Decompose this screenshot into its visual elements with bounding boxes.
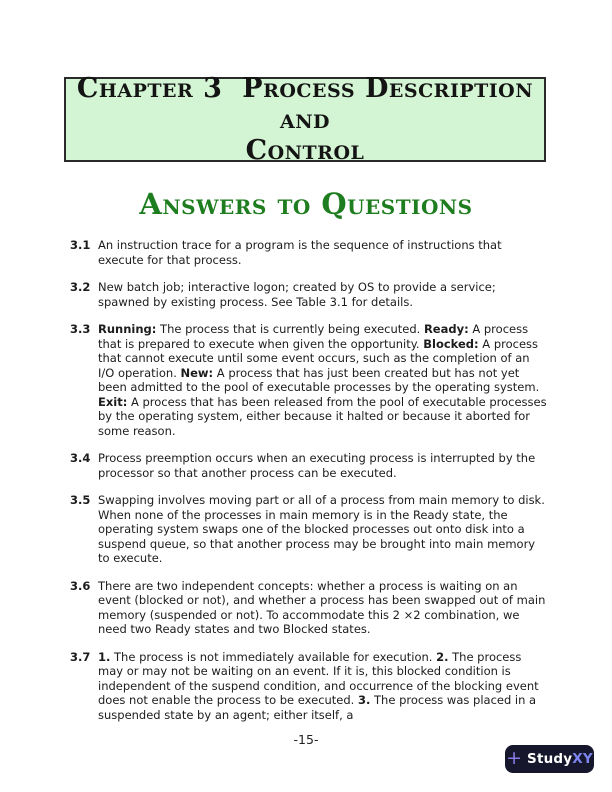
answer-number: 3.6 [70, 578, 91, 593]
answer-text: 1. The process is not immediately available for execution. 2. The process may or may not be waiting on an event. If it is, this blocked condition is independent of the suspend condition, and occurrence of the blocking event does not enable the process to be executed. 3. The process was placed in a suspended state by an agent; either itself, a [98, 649, 539, 722]
logo-name-primary: Study [527, 751, 573, 767]
answer-number: 3.7 [70, 649, 91, 664]
answer-item [70, 322, 548, 438]
answer-item [70, 493, 548, 566]
answer-text: An instruction trace for a program is the sequence of instructions that execute for that process. [98, 238, 502, 267]
answer-text: There are two independent concepts: whether a process is waiting on an event (blocked or not), and whether a process has been swapped out of main memory (suspended or not). To accommodate this 2 ×2 combination, we need two Ready states and two Blocked states. [98, 578, 546, 636]
answer-item [70, 579, 548, 637]
answer-text: Swapping involves moving part or all of a process from main memory to disk. When none of the processes in main memory is in the Ready state, the operating system swaps one of the blocked processes out onto disk into a suspend queue, so that another process may be brought into main memory to execute. [98, 493, 545, 565]
answer-number: 3.2 [70, 280, 91, 294]
answer-item [70, 280, 548, 309]
chapter-title-line2: Control [245, 135, 365, 166]
answer-number: 3.5 [70, 493, 91, 507]
studyxy-logo [505, 745, 594, 773]
answer-number: 3.4 [70, 451, 91, 465]
answer-item [70, 238, 548, 267]
answer-text: Process preemption occurs when an executing process is interrupted by the processor so that another process can be executed. [98, 451, 536, 480]
answer-text: New batch job; interactive logon; created by OS to provide a service; spawned by existing process. See Table 3.1 for details. [98, 280, 496, 309]
answer-number: 3.3 [70, 322, 91, 336]
answers-list [70, 238, 548, 735]
answer-item [70, 650, 548, 723]
plus-icon: + [506, 746, 523, 769]
answer-text: Running: The process that is currently being executed. Ready: A process that is prepared to execute when given the opportunity. Blocked: A process that cannot execute until some event occurs, such as the completion of an I/O operation. New: A process that has just been created but has not yet been admitted to the pool of executable processes by the operating system. Exit: A process that has been released from the pool of executable processes by the operating system, either because it halted or because it aborted for some reason. [98, 322, 547, 438]
answer-number: 3.1 [70, 238, 91, 252]
section-heading: Answers to Questions [139, 187, 473, 221]
logo-text [527, 751, 593, 767]
answer-item [70, 451, 548, 480]
page-number: -15- [293, 732, 319, 747]
chapter-title-box [64, 73, 546, 166]
chapter-title-line1: Chapter 3 Process Description and [76, 73, 543, 135]
logo-name-accent: XY [572, 751, 593, 767]
